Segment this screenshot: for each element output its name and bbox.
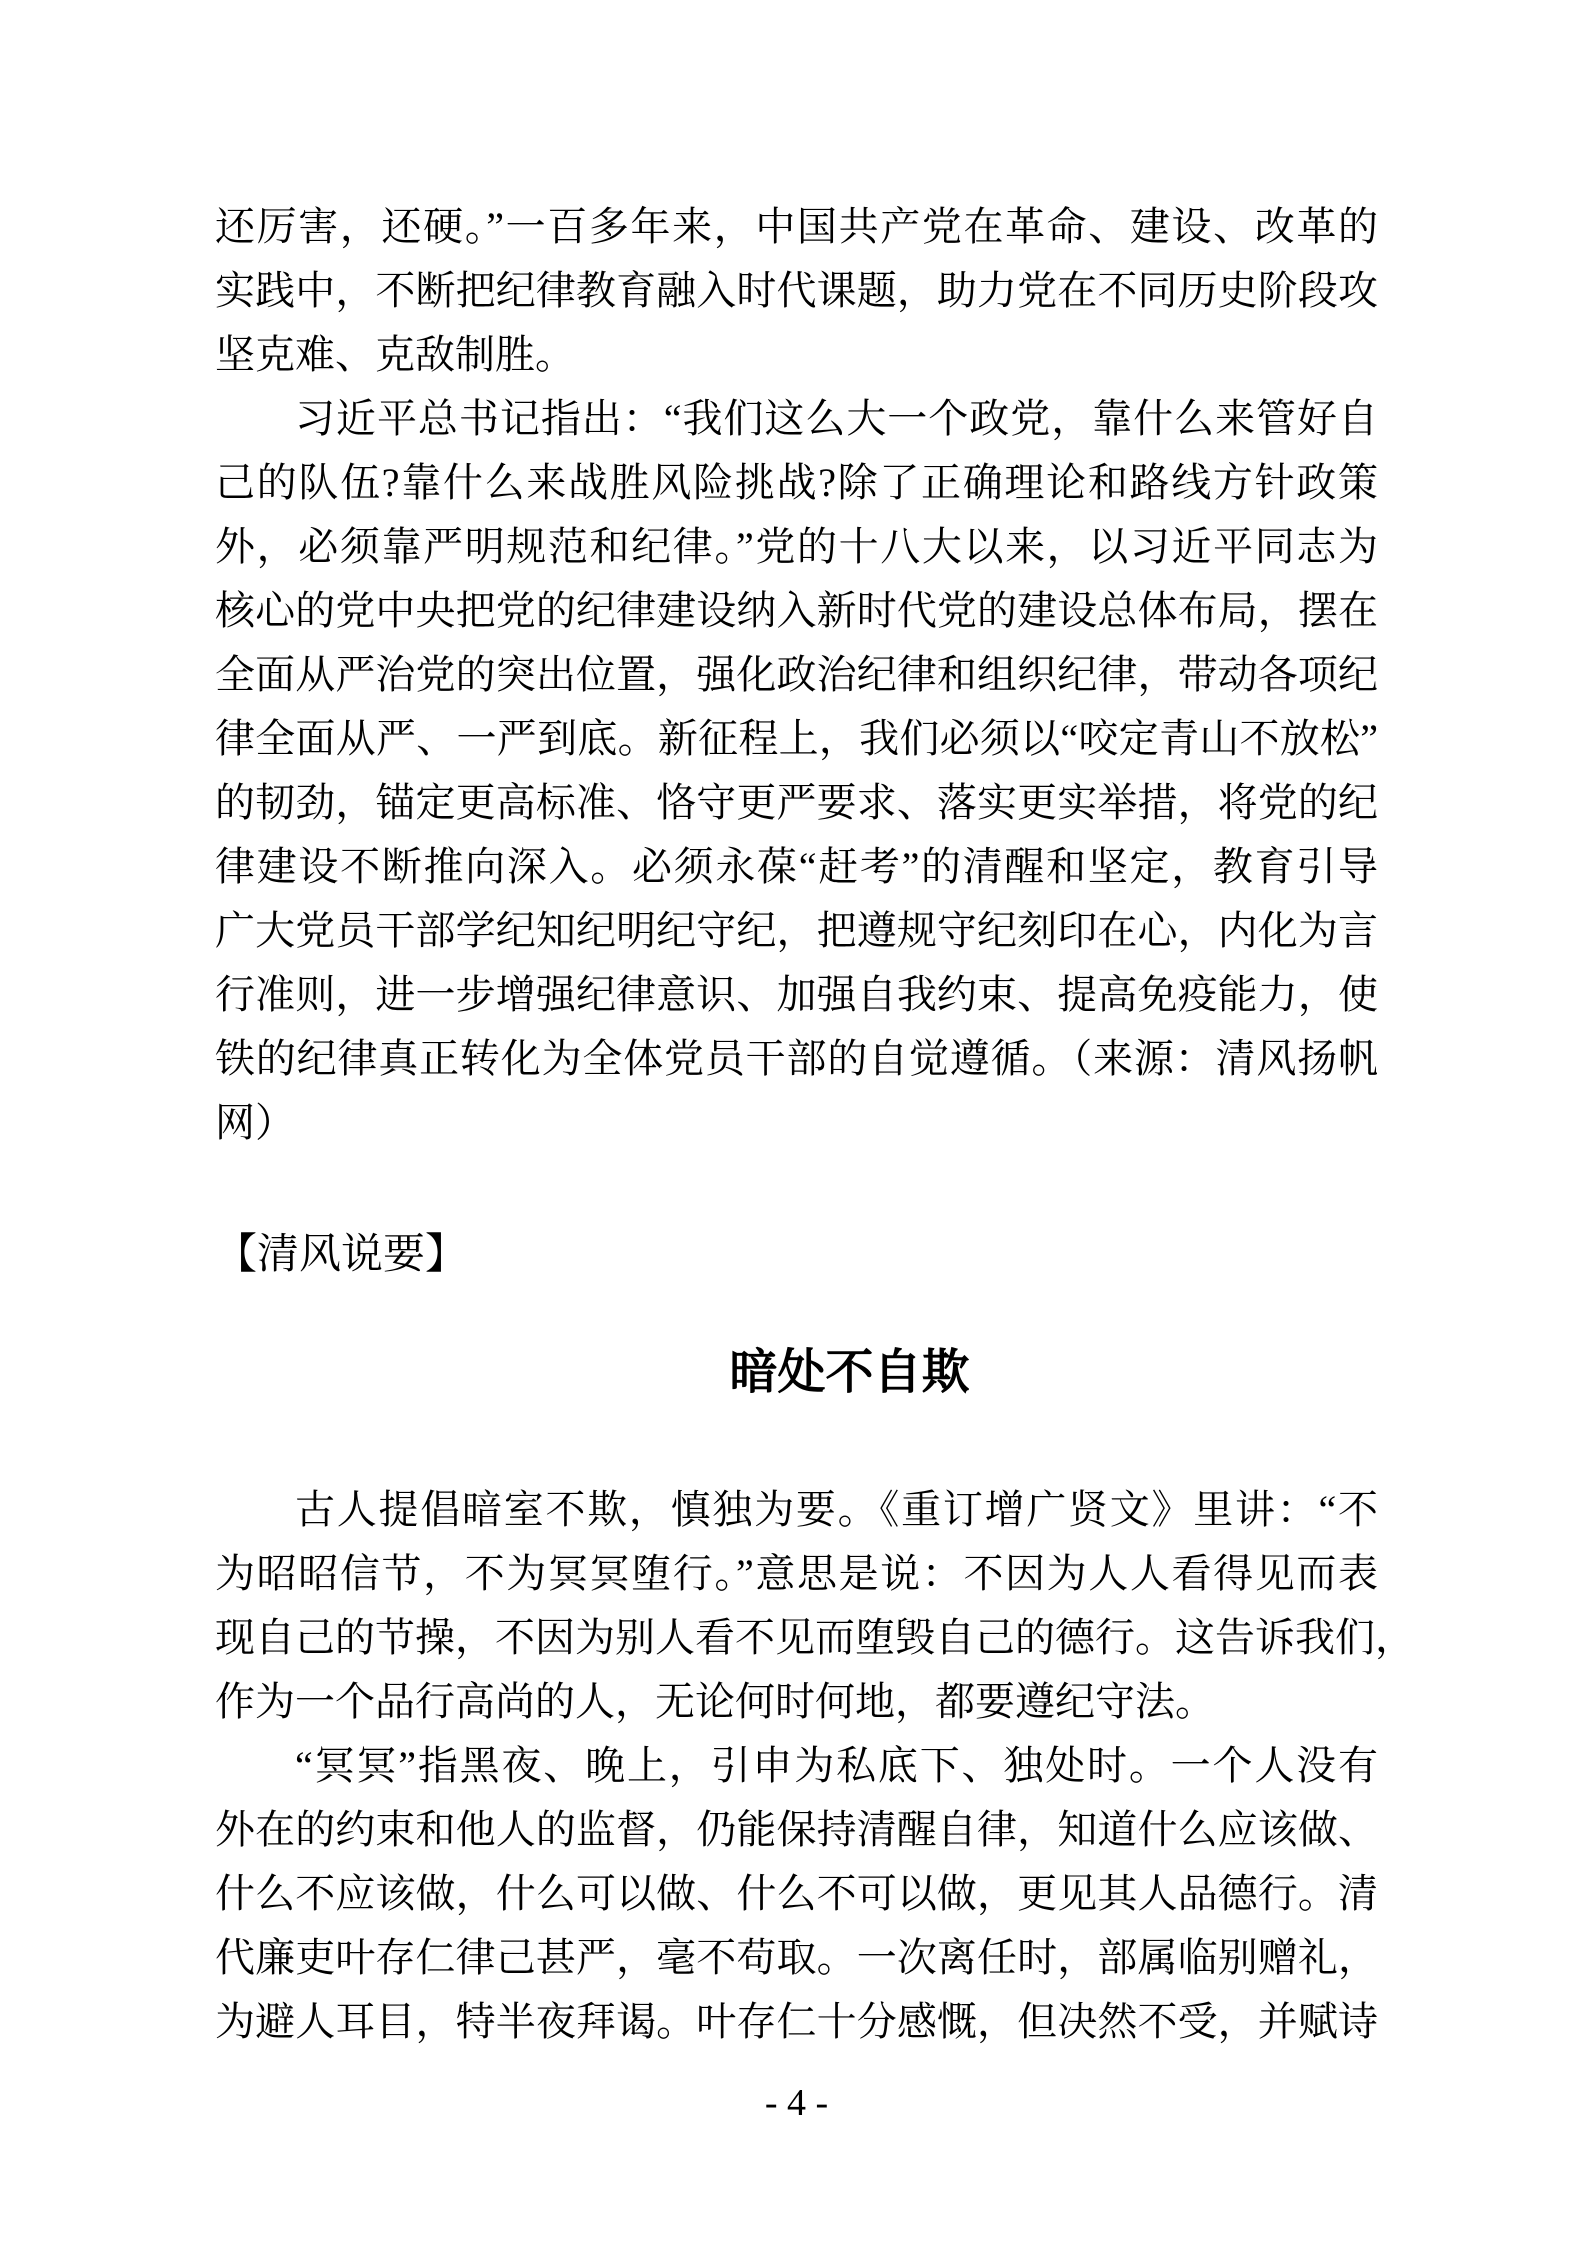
text-line: 外，必须靠严明规范和纪律。”党的十八大以来，以习近平同志为 — [215, 524, 1378, 569]
text-line: 律建设不断推向深入。必须永葆“赶考”的清醒和坚定，教育引导 — [215, 844, 1378, 889]
paragraph — [215, 195, 1378, 387]
text-line: “冥冥”指黑夜、晚上，引申为私底下、独处时。一个人没有 — [295, 1743, 1378, 1788]
text-line: 作为一个品行高尚的人，无论何时何地，都要遵纪守法。 — [215, 1679, 1215, 1724]
paragraph — [215, 1478, 1415, 1734]
text-line: 什么不应该做，什么可以做、什么不可以做，更见其人品德行。清 — [215, 1871, 1378, 1916]
text-line: 己的队伍?靠什么来战胜风险挑战?除了正确理论和路线方针政策 — [215, 460, 1378, 505]
text-line: 习近平总书记指出：“我们这么大一个政党，靠什么来管好自 — [295, 396, 1378, 441]
text-line: 古人提倡暗室不欺，慎独为要。《重订增广贤文》里讲：“不 — [295, 1487, 1378, 1532]
text-line: 核心的党中央把党的纪律建设纳入新时代党的建设总体布局，摆在 — [215, 588, 1378, 633]
text-line: 实践中，不断把纪律教育融入时代课题，助力党在不同历史阶段攻 — [215, 268, 1378, 313]
document-body — [215, 195, 1415, 2054]
text-line: 全面从严治党的突出位置，强化政治纪律和组织纪律，带动各项纪 — [215, 652, 1378, 697]
paragraph — [215, 1734, 1378, 2054]
text-line: 外在的约束和他人的监督，仍能保持清醒自律，知道什么应该做、 — [215, 1807, 1378, 1852]
text-line: 的韧劲，锚定更高标准、恪守更严要求、落实更实举措，将党的纪 — [215, 780, 1378, 825]
text-line: 律全面从严、一严到底。新征程上，我们必须以“咬定青山不放松” — [215, 716, 1378, 761]
text-line: 网） — [215, 1100, 295, 1145]
page-number: - 4 - — [764, 2082, 829, 2124]
essay-title: 暗处不自欺 — [729, 1346, 970, 1399]
section-label: 【清风说要】 — [215, 1232, 468, 1278]
text-line: 铁的纪律真正转化为全体党员干部的自觉遵循。（来源：清风扬帆 — [215, 1036, 1378, 1081]
essay-paragraphs — [215, 1478, 1415, 2054]
paragraph — [215, 387, 1378, 1155]
text-line: 现自己的节操，不因为别人看不见而堕毁自己的德行。这告诉我们， — [215, 1615, 1415, 1660]
text-line: 为避人耳目，特半夜拜谒。叶存仁十分感慨，但决然不受，并赋诗 — [215, 1999, 1378, 2044]
lead-paragraphs — [215, 195, 1378, 1155]
text-line: 坚克难、克敌制胜。 — [215, 332, 575, 377]
text-line: 为昭昭信节，不为冥冥堕行。”意思是说：不因为人人看得见而表 — [215, 1551, 1378, 1596]
text-line: 还厉害，还硬。”一百多年来，中国共产党在革命、建设、改革的 — [215, 204, 1378, 249]
text-line: 行准则，进一步增强纪律意识、加强自我约束、提高免疫能力，使 — [215, 972, 1378, 1017]
text-line: 代廉吏叶存仁律己甚严，毫不苟取。一次离任时，部属临别赠礼， — [215, 1935, 1378, 1980]
text-line: 广大党员干部学纪知纪明纪守纪，把遵规守纪刻印在心，内化为言 — [215, 908, 1378, 953]
